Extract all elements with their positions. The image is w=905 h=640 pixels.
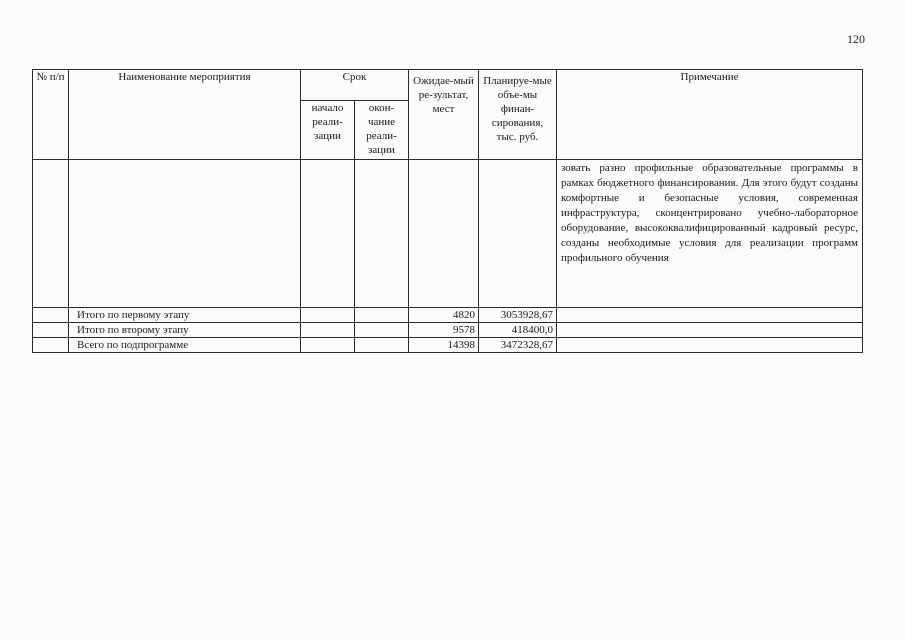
header-num: № п/п xyxy=(33,70,69,160)
summary-funding: 3472328,67 xyxy=(479,338,557,353)
cell-empty xyxy=(479,160,557,308)
summary-expected: 14398 xyxy=(409,338,479,353)
header-row xyxy=(33,70,863,101)
summary-row-stage-1 xyxy=(33,308,863,323)
summary-label: Всего по подпрограмме xyxy=(69,338,301,353)
continuation-note: зовать разно профильные образовательные программы в рамках бюджетного финансирования. Для этого будут созданы комфортные и безопасные условия, современная инфраструктура, сконцентрировано учебно-лабораторное оборудование, высококвалифицированный кадровый ресурс, созданы необходимые условия для реализации программ профильного обучения xyxy=(557,160,863,308)
header-term: Срок xyxy=(301,70,409,101)
cell-empty xyxy=(355,160,409,308)
header-expected: Ожидае-мый ре-зультат, мест xyxy=(409,70,479,160)
summary-row-total xyxy=(33,338,863,353)
activities-table xyxy=(32,69,863,353)
continuation-row xyxy=(33,160,863,308)
cell-empty xyxy=(409,160,479,308)
summary-funding: 3053928,67 xyxy=(479,308,557,323)
header-funding: Планируе-мые объе-мы финан-сирования, тыс. руб. xyxy=(479,70,557,160)
summary-row-stage-2 xyxy=(33,323,863,338)
summary-expected: 9578 xyxy=(409,323,479,338)
cell-empty xyxy=(33,160,69,308)
summary-label: Итого по второму этапу xyxy=(69,323,301,338)
header-term-start: начало реали-зации xyxy=(301,101,355,160)
header-name: Наименование мероприятия xyxy=(69,70,301,160)
summary-funding: 418400,0 xyxy=(479,323,557,338)
header-note: Примечание xyxy=(557,70,863,160)
cell-empty xyxy=(301,160,355,308)
summary-label: Итого по первому этапу xyxy=(69,308,301,323)
page-number: 120 xyxy=(847,32,865,46)
cell-empty xyxy=(69,160,301,308)
summary-expected: 4820 xyxy=(409,308,479,323)
header-term-end: окон-чание реали-зации xyxy=(355,101,409,160)
